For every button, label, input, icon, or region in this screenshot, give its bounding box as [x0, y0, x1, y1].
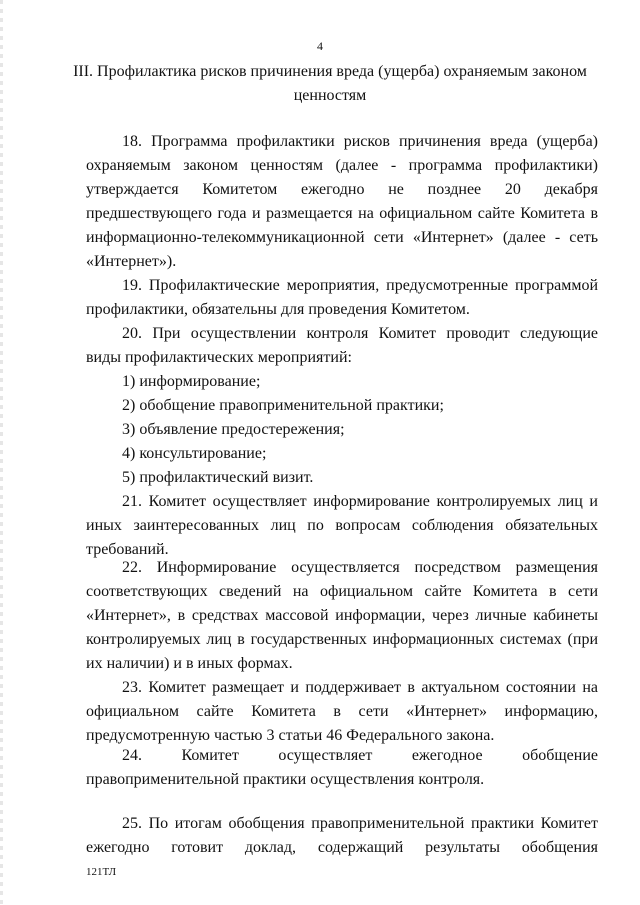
paragraph-25-line-1: 25. По итогам обобщения правоприменительной практики Комитет	[122, 815, 598, 832]
list-item: 2) обобщение правоприменительной практики;	[122, 397, 444, 414]
list-item: 1) информирование;	[122, 373, 261, 390]
paragraph-23: 23. Комитет размещает и поддерживает в актуальном состоянии на официальном сайте Комитета в сети «Интернет» информацию, предусмотренную частью 3 статьи 46 Федерального закона.	[86, 679, 598, 744]
section-heading: III. Профилактика рисков причинения вреда (ущерба) охраняемым законом ценностям	[73, 63, 587, 104]
paragraph-18: 18. Программа профилактики рисков причинения вреда (ущерба) охраняемым законом ценностям (далее - программа профилактики) утверждается Комитетом ежегодно не позднее 20 декабря предшествующего года и размещается на официальном сайте Комитета в информационно-телекоммуникационной сети «Интернет» (далее - сеть «Интернет»).	[86, 133, 598, 270]
list-item: 4) консультирование;	[122, 445, 267, 462]
scan-edge	[0, 0, 3, 905]
paragraph-22: 22. Информирование осуществляется посредством размещения соответствующих сведений на официальном сайте Комитета в сети «Интернет», в средствах массовой информации, через личные кабинеты контролируемых лиц в государственных информационных системах (при их наличии) и в иных формах.	[86, 559, 598, 672]
document-code: 121ТЛ	[86, 866, 117, 878]
paragraph-25-line-2: ежегодно готовит доклад, содержащий результаты обобщения	[86, 839, 598, 856]
paragraph-21: 21. Комитет осуществляет информирование контролируемых лиц и иных заинтересованных лиц по вопросам соблюдения обязательных требований.	[86, 493, 598, 558]
paragraph-19: 19. Профилактические мероприятия, предусмотренные программой профилактики, обязательны для проведения Комитетом.	[86, 277, 598, 318]
list-item: 3) объявление предостережения;	[122, 421, 345, 438]
page-number: 4	[317, 39, 323, 53]
paragraph-24-line-1: 24. Комитет осуществляет ежегодное обобщение	[122, 747, 598, 764]
list-item: 5) профилактический визит.	[122, 469, 314, 486]
paragraph-20: 20. При осуществлении контроля Комитет проводит следующие виды профилактических мероприятий:	[86, 325, 598, 366]
paragraph-24-line-2: правоприменительной практики осуществления контроля.	[86, 771, 485, 788]
